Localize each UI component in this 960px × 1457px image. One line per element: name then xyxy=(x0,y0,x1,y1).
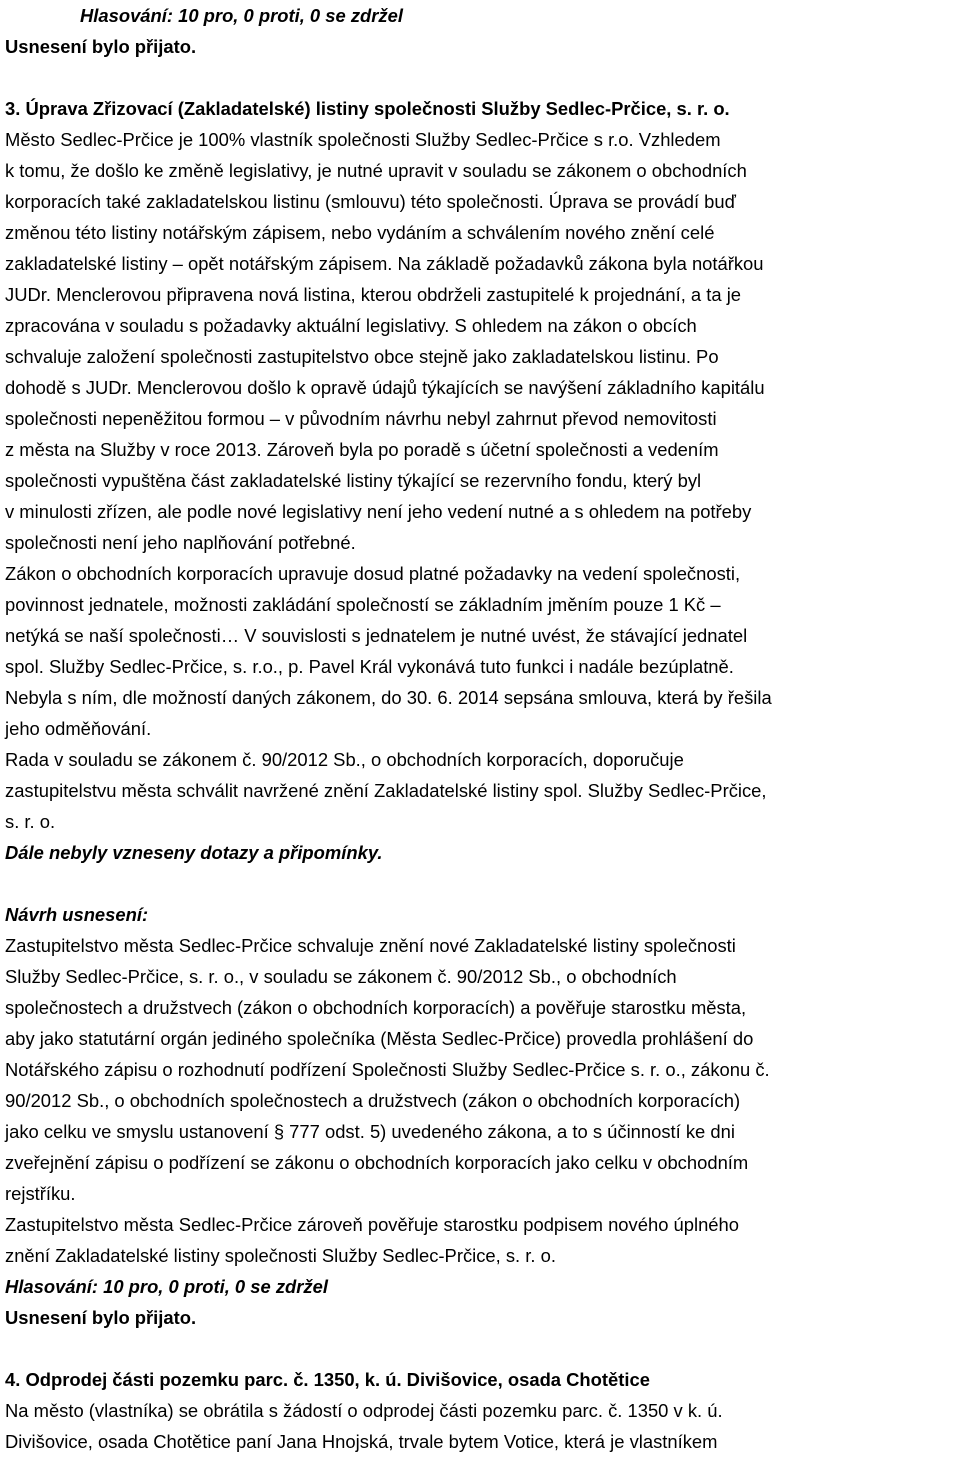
section-3-body xyxy=(5,124,955,837)
proposal-line: znění Zakladatelské listiny společnosti Služby Sedlec-Prčice, s. r. o. xyxy=(5,1245,556,1266)
body-line: s. r. o. xyxy=(5,811,56,832)
resolution-result: Usnesení bylo přijato. xyxy=(5,36,197,57)
body-line: Město Sedlec-Prčice je 100% vlastník společnosti Služby Sedlec-Prčice s r.o. Vzhledem xyxy=(5,129,721,150)
body-line: povinnost jednatele, možnosti zakládání společností se základním jměním pouze 1 Kč – xyxy=(5,594,721,615)
section-4-body xyxy=(5,1395,955,1457)
body-line: spol. Služby Sedlec-Prčice, s. r.o., p. Pavel Král vykonává tuto funkci i nadále bezúplatně. xyxy=(5,656,734,677)
body-line: netýká se naší společnosti… V souvislosti s jednatelem je nutné uvést, že stávající jednatel xyxy=(5,625,748,646)
proposal-line: aby jako statutární orgán jediného společníka (Města Sedlec-Prčice) provedla prohlášení do xyxy=(5,1028,754,1049)
body-line: k tomu, že došlo ke změně legislativy, je nutné upravit v souladu se zákonem o obchodních xyxy=(5,160,747,181)
body-line: zakladatelské listiny – opět notářským zápisem. Na základě požadavků zákona byla notářkou xyxy=(5,253,764,274)
body-line: zpracována v souladu s požadavky aktuální legislativy. S ohledem na zákon o obcích xyxy=(5,315,697,336)
body-line: zastupitelstvu města schválit navržené znění Zakladatelské listiny spol. Služby Sedlec-Prčice, xyxy=(5,780,767,801)
body-line: společnosti vypuštěna část zakladatelské listiny týkající se rezervního fondu, který byl xyxy=(5,470,702,491)
vote-line: Hlasování: 10 pro, 0 proti, 0 se zdržel xyxy=(5,1276,328,1297)
body-line: společnosti není jeho naplňování potřebné. xyxy=(5,532,356,553)
body-line: změnou této listiny notářským zápisem, nebo vydáním a schválením nového znění celé xyxy=(5,222,715,243)
body-line: v minulosti zřízen, ale podle nové legislativy není jeho vedení nutné a s ohledem na potřeby xyxy=(5,501,752,522)
proposal-body xyxy=(5,930,955,1271)
body-line: Rada v souladu se zákonem č. 90/2012 Sb., o obchodních korporacích, doporučuje xyxy=(5,749,684,770)
proposal-line: zveřejnění zápisu o podřízení se zákonu o obchodních korporacích jako celku v obchodním xyxy=(5,1152,749,1173)
proposal-line: Služby Sedlec-Prčice, s. r. o., v souladu se zákonem č. 90/2012 Sb., o obchodních xyxy=(5,966,677,987)
body-line: Divišovice, osada Chotětice paní Jana Hnojská, trvale bytem Votice, která je vlastníkem xyxy=(5,1431,718,1452)
body-line: společnosti nepeněžitou formou – v původním návrhu nebyl zahrnut převod nemovitosti xyxy=(5,408,717,429)
section-3-title: 3. Úprava Zřizovací (Zakladatelské) listiny společnosti Služby Sedlec-Prčice, s. r. o. xyxy=(5,98,730,119)
proposal-line: 90/2012 Sb., o obchodních společnostech a družstvech (zákon o obchodních korporacích) xyxy=(5,1090,741,1111)
proposal-heading: Návrh usnesení: xyxy=(5,904,149,925)
body-line: Na město (vlastníka) se obrátila s žádostí o odprodej části pozemku parc. č. 1350 v k. ú. xyxy=(5,1400,723,1421)
vote-line: Hlasování: 10 pro, 0 proti, 0 se zdržel xyxy=(80,5,403,26)
proposal-line: Zastupitelstvo města Sedlec-Prčice schvaluje znění nové Zakladatelské listiny společnosti xyxy=(5,935,736,956)
body-line: Nebyla s ním, dle možností daných zákonem, do 30. 6. 2014 sepsána smlouva, která by řešila xyxy=(5,687,772,708)
spacer xyxy=(5,868,955,899)
proposal-line: společnostech a družstvech (zákon o obchodních korporacích) a pověřuje starostku města, xyxy=(5,997,747,1018)
document-page xyxy=(5,0,955,1457)
body-line: Zákon o obchodních korporacích upravuje dosud platné požadavky na vedení společnosti, xyxy=(5,563,741,584)
proposal-line: rejstříku. xyxy=(5,1183,76,1204)
spacer xyxy=(5,62,955,93)
body-line: korporacích také zakladatelskou listinu (smlouvu) této společnosti. Úprava se provádí buď xyxy=(5,191,736,212)
resolution-result: Usnesení bylo přijato. xyxy=(5,1307,197,1328)
body-line: JUDr. Menclerovou připravena nová listina, kterou obdrželi zastupitelé k projednání, a ta je xyxy=(5,284,742,305)
body-line: z města na Služby v roce 2013. Zároveň byla po poradě s účetní společnosti a vedením xyxy=(5,439,719,460)
section-4-title: 4. Odprodej části pozemku parc. č. 1350, k. ú. Divišovice, osada Chotětice xyxy=(5,1369,650,1390)
body-line: jeho odměňování. xyxy=(5,718,152,739)
body-line: schvaluje založení společnosti zastupitelstvo obce stejně jako zakladatelskou listinu. Po xyxy=(5,346,719,367)
proposal-line: Zastupitelstvo města Sedlec-Prčice zároveň pověřuje starostku podpisem nového úplného xyxy=(5,1214,739,1235)
proposal-line: jako celku ve smyslu ustanovení § 777 odst. 5) uvedeného zákona, a to s účinností ke dni xyxy=(5,1121,735,1142)
body-line: dohodě s JUDr. Menclerovou došlo k opravě údajů týkajících se navýšení základního kapitálu xyxy=(5,377,765,398)
spacer xyxy=(5,1333,955,1364)
no-questions-note: Dále nebyly vzneseny dotazy a připomínky. xyxy=(5,842,383,863)
proposal-line: Notářského zápisu o rozhodnutí podřízení Společnosti Služby Sedlec-Prčice s. r. o., zákonu č. xyxy=(5,1059,770,1080)
